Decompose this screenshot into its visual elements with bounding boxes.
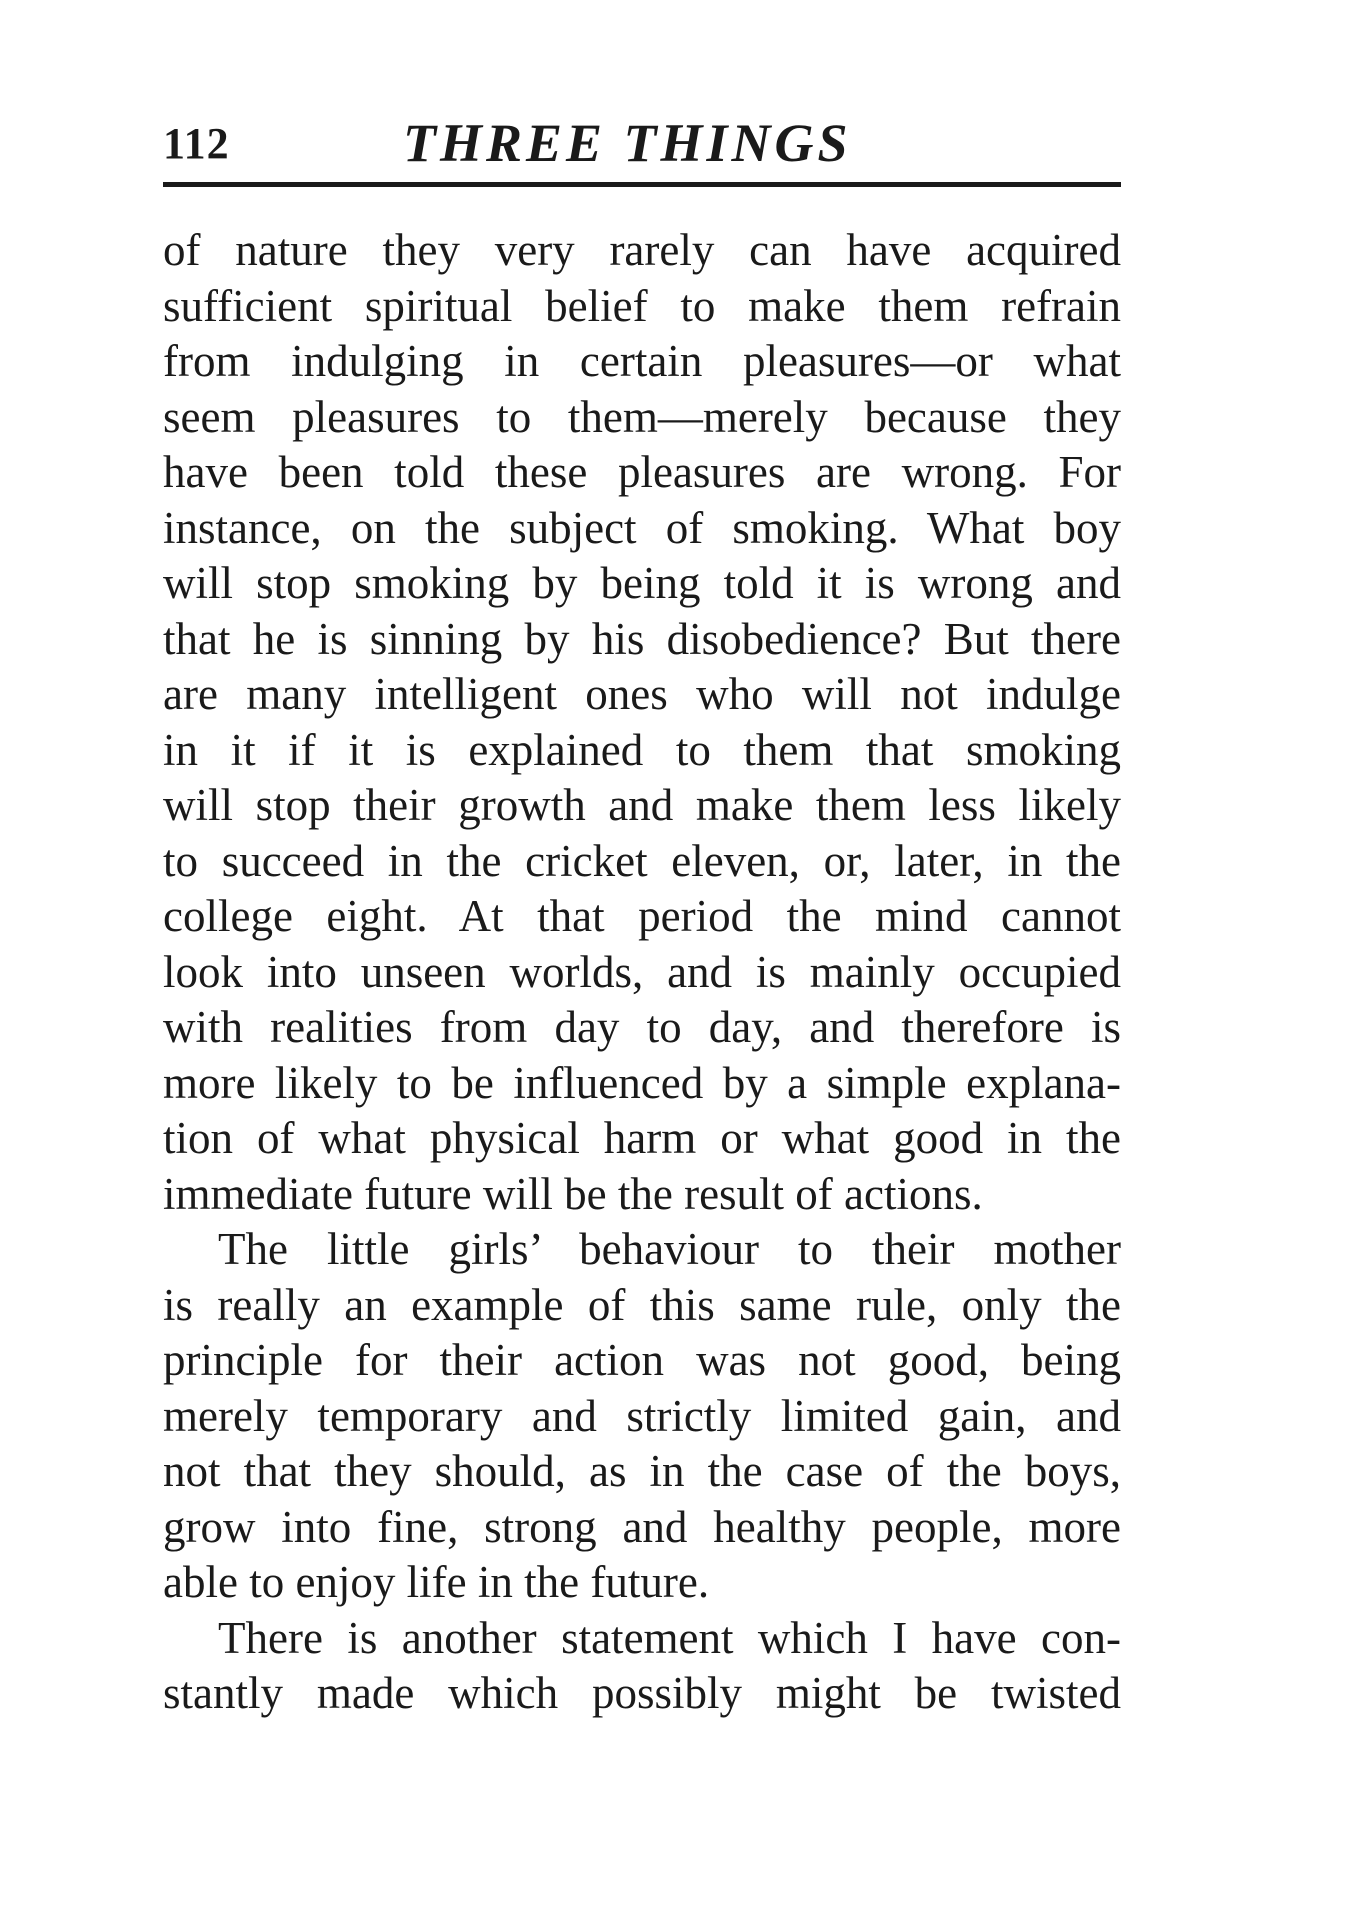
body-text (163, 223, 1121, 1722)
text-line: seem pleasures to them—merely because they (163, 391, 1121, 442)
text-line: have been told these pleasures are wrong. For (163, 447, 1121, 497)
text-line: immediate future will be the result of actions. (163, 1168, 983, 1219)
text-line: look into unseen worlds, and is mainly occupied (163, 946, 1121, 997)
text-line: grow into fine, strong and healthy people, more (163, 1501, 1121, 1552)
text-line: more likely to be influenced by a simple explana- (163, 1057, 1121, 1108)
text-line: from indulging in certain pleasures—or what (163, 336, 1121, 386)
page-number: 112 (163, 119, 230, 168)
text-line: There is another statement which I have con- (218, 1612, 1121, 1663)
text-line: tion of what physical harm or what good in the (163, 1113, 1121, 1163)
header-rule (163, 182, 1121, 187)
paragraph (163, 223, 1121, 1222)
paragraph (163, 1222, 1121, 1611)
text-line: able to enjoy life in the future. (163, 1557, 710, 1607)
text-line: to succeed in the cricket eleven, or, later, in the (163, 835, 1121, 886)
text-line: will stop their growth and make them less likely (163, 780, 1121, 830)
text-line: principle for their action was not good, being (163, 1335, 1121, 1385)
text-line: instance, on the subject of smoking. What boy (163, 502, 1121, 553)
text-line: stantly made which possibly might be twisted (163, 1668, 1121, 1718)
text-line: is really an example of this same rule, only the (163, 1279, 1121, 1330)
text-line: sufficient spiritual belief to make them refrain (163, 280, 1121, 331)
text-line: not that they should, as in the case of the boys, (163, 1446, 1121, 1496)
text-line: in it if it is explained to them that smoking (163, 724, 1121, 775)
text-line: college eight. At that period the mind cannot (163, 891, 1121, 941)
text-line: merely temporary and strictly limited gain, and (163, 1390, 1121, 1441)
text-line: are many intelligent ones who will not indulge (163, 669, 1121, 719)
paragraph (163, 1611, 1121, 1722)
page-header (163, 112, 1121, 174)
text-line: will stop smoking by being told it is wrong and (163, 558, 1121, 608)
text-line: The little girls’ behaviour to their mother (218, 1224, 1121, 1274)
text-line: with realities from day to day, and therefore is (163, 1002, 1121, 1052)
running-head: THREE THINGS (403, 113, 852, 173)
text-line: of nature they very rarely can have acquired (163, 225, 1121, 275)
text-line: that he is sinning by his disobedience? But there (163, 613, 1121, 664)
